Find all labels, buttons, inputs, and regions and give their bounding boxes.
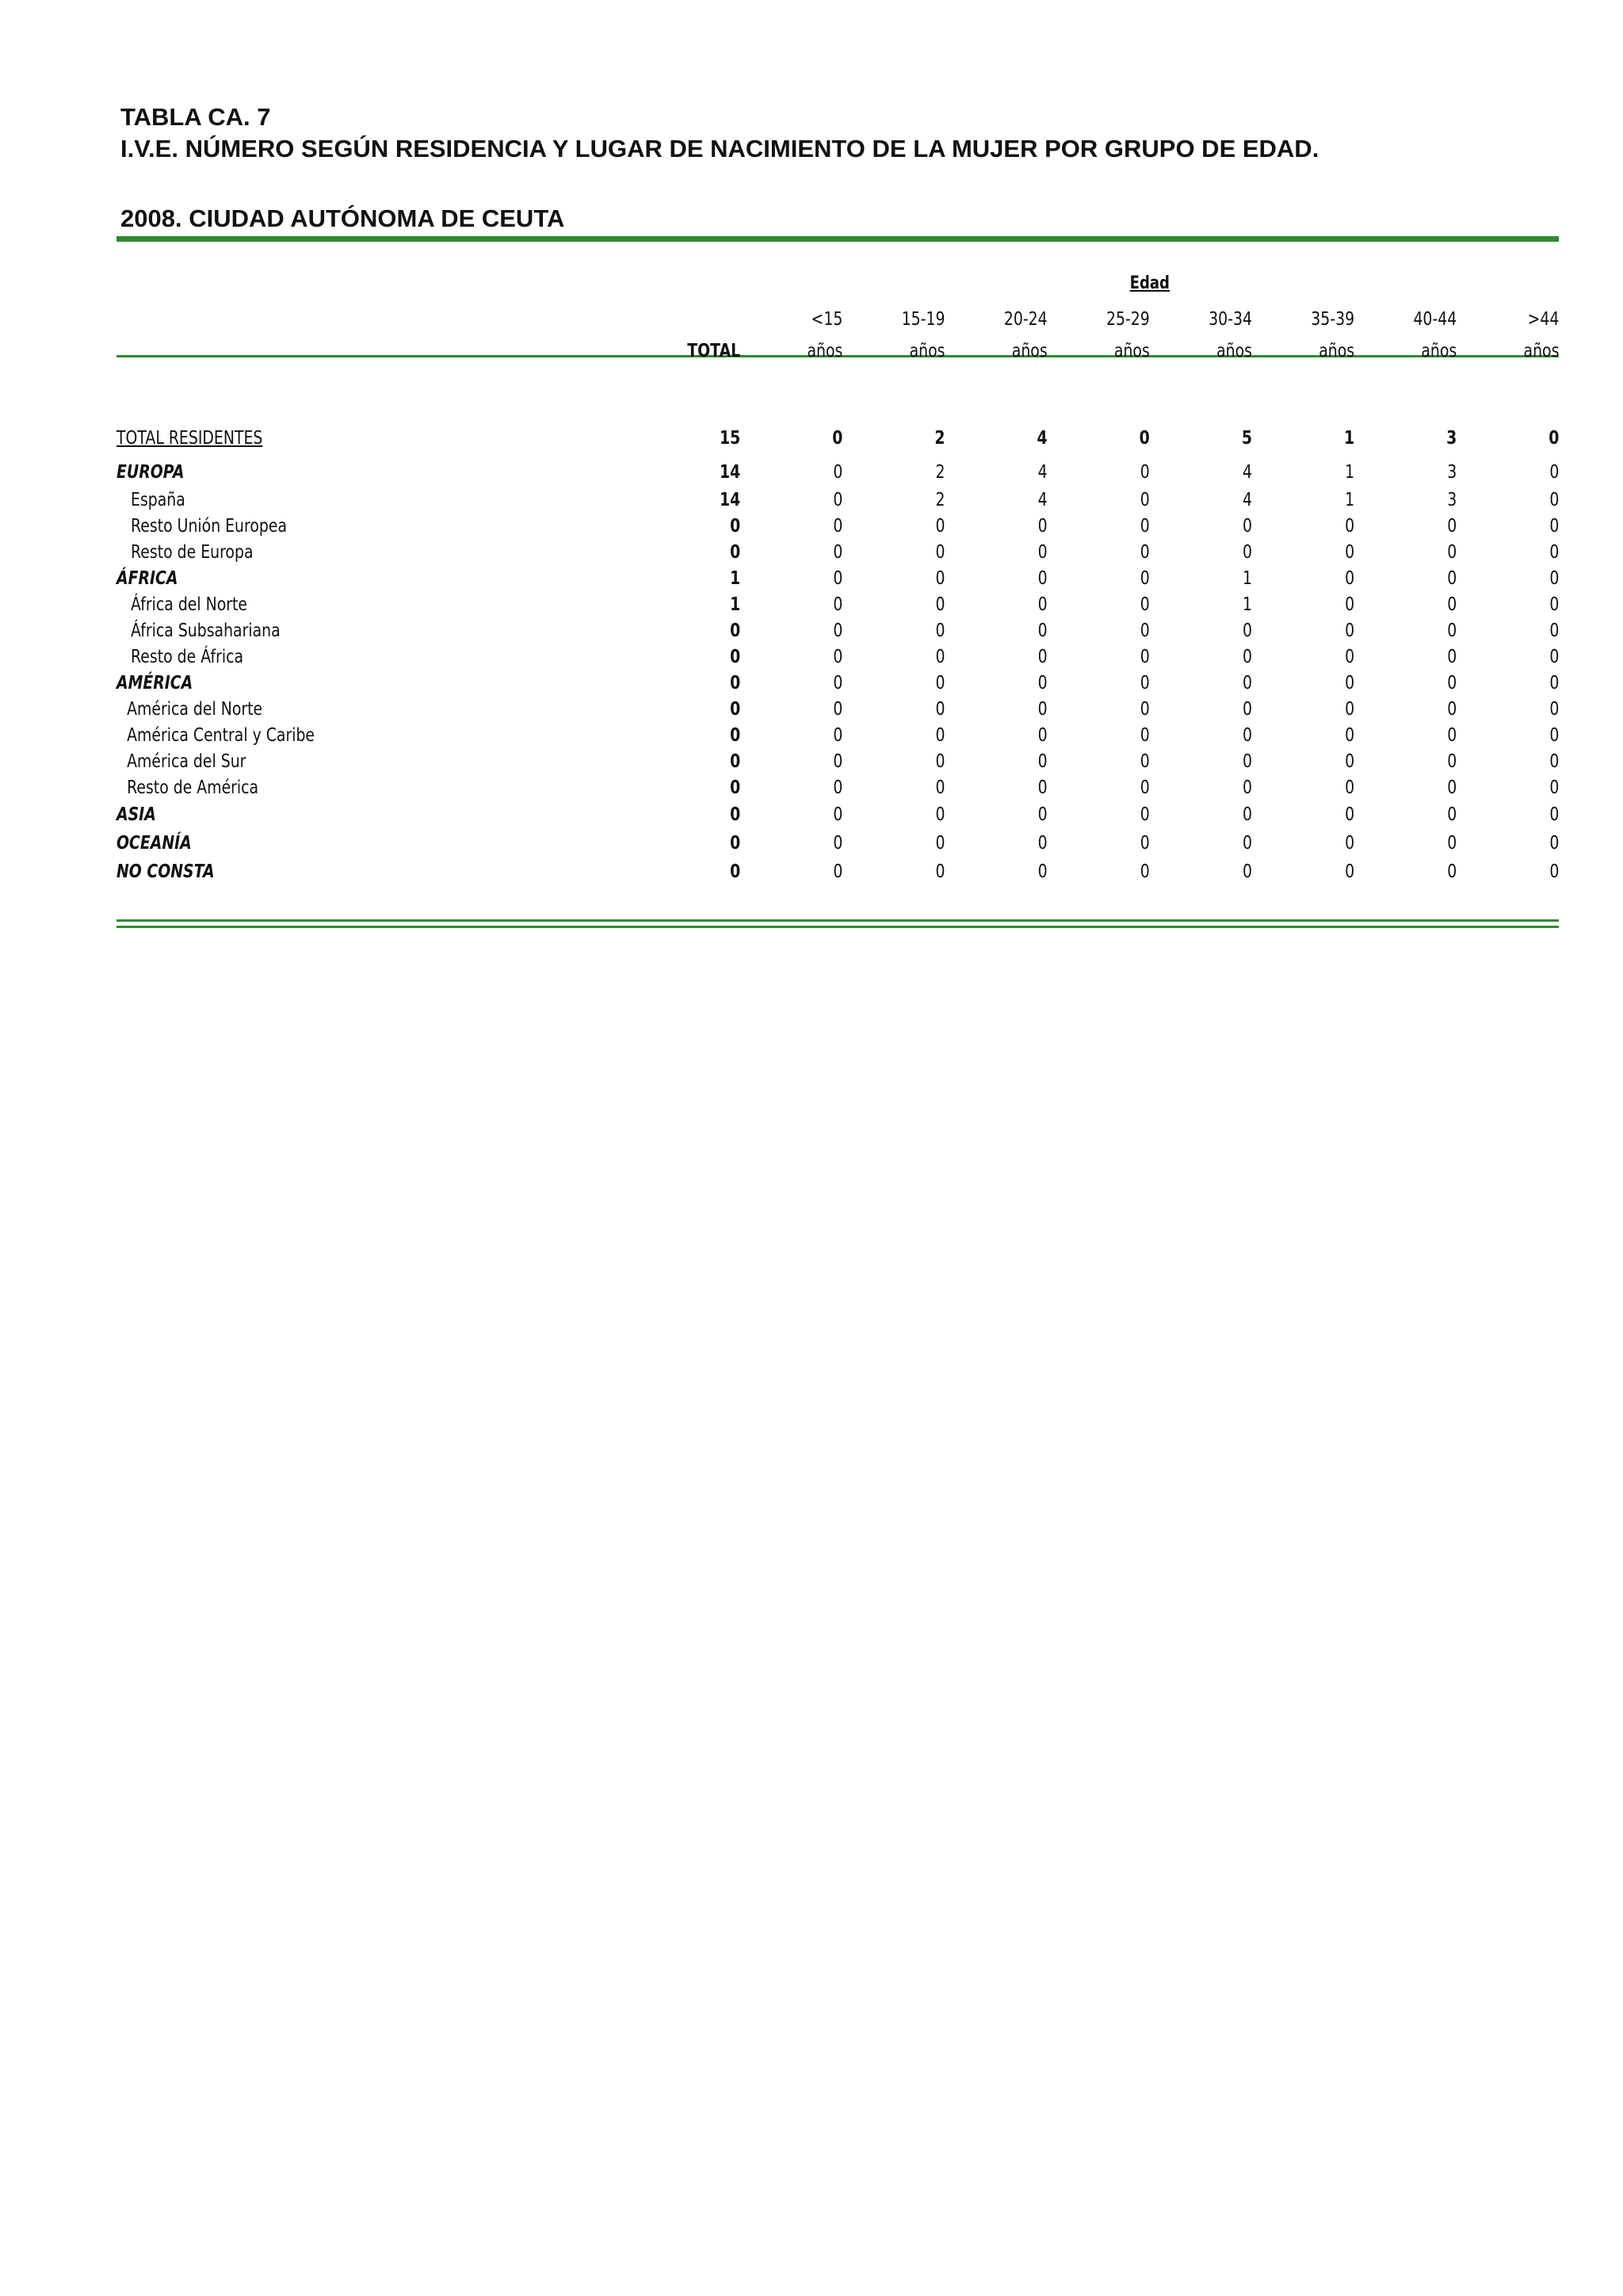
row-value: 0 [1242, 515, 1252, 537]
row-value: 0 [1549, 620, 1560, 641]
row-value: 0 [1242, 861, 1252, 882]
row-total: 0 [730, 646, 741, 667]
row-total: 1 [730, 594, 741, 615]
age-group-header: <15 [811, 309, 843, 330]
row-value: 0 [833, 620, 843, 641]
row-value: 0 [1447, 541, 1457, 563]
row-value: 0 [935, 861, 945, 882]
row-value: 0 [833, 804, 843, 825]
row-value: 0 [1345, 698, 1355, 720]
row-value: 0 [1037, 861, 1048, 882]
row-total: 0 [730, 515, 741, 537]
row-value: 0 [1447, 804, 1457, 825]
row-value: 0 [1140, 541, 1150, 563]
row-value: 0 [833, 462, 843, 483]
row-value: 0 [1549, 462, 1560, 483]
age-group-header: 15-19 [901, 309, 945, 330]
row-value: 0 [1549, 428, 1560, 449]
row-value: 0 [833, 515, 843, 537]
row-value: 0 [1140, 724, 1150, 746]
age-unit-label: años [1523, 341, 1560, 361]
age-unit-label: años [1319, 341, 1355, 361]
row-value: 0 [1140, 594, 1150, 615]
row-value: 0 [935, 646, 945, 667]
row-label: España [131, 489, 185, 510]
row-value: 0 [1037, 698, 1048, 720]
row-value: 0 [1037, 804, 1048, 825]
row-value: 0 [1037, 751, 1048, 772]
row-value: 0 [1549, 698, 1560, 720]
age-unit-label: años [1216, 341, 1252, 361]
row-value: 4 [1037, 428, 1048, 449]
row-value: 0 [1345, 567, 1355, 589]
row-label: NO CONSTA [116, 861, 215, 882]
row-value: 0 [1242, 672, 1252, 693]
row-label: ASIA [116, 804, 156, 825]
row-value: 0 [1345, 751, 1355, 772]
age-group-header: 30-34 [1209, 309, 1252, 330]
age-group-header: 40-44 [1413, 309, 1457, 330]
row-label: Resto de Europa [131, 541, 254, 563]
row-value: 3 [1447, 489, 1457, 510]
row-value: 0 [1549, 833, 1560, 854]
row-value: 0 [1140, 620, 1150, 641]
row-value: 0 [1140, 833, 1150, 854]
row-label: AMÉRICA [116, 672, 193, 693]
row-value: 0 [1549, 672, 1560, 693]
total-column-header: TOTAL [687, 341, 741, 361]
bottom-rule-2 [116, 926, 1559, 928]
row-value: 0 [833, 751, 843, 772]
row-label: África del Norte [131, 594, 248, 615]
row-value: 0 [833, 646, 843, 667]
row-value: 0 [833, 672, 843, 693]
row-value: 0 [1037, 646, 1048, 667]
age-unit-label: años [909, 341, 945, 361]
row-label: Resto de África [131, 646, 244, 667]
table-row [116, 539, 1559, 565]
row-value: 0 [935, 515, 945, 537]
row-label: TOTAL RESIDENTES [116, 428, 263, 449]
row-value: 4 [1242, 462, 1252, 483]
row-value: 1 [1345, 462, 1355, 483]
row-value: 0 [1037, 777, 1048, 798]
row-total: 0 [730, 724, 741, 746]
row-value: 0 [1549, 515, 1560, 537]
row-value: 0 [833, 698, 843, 720]
row-value: 0 [1345, 777, 1355, 798]
row-value: 0 [1140, 751, 1150, 772]
row-value: 2 [935, 462, 945, 483]
row-total: 0 [730, 777, 741, 798]
table-row [116, 670, 1559, 696]
row-value: 0 [1037, 724, 1048, 746]
row-value: 0 [1447, 567, 1457, 589]
table-row [116, 418, 1559, 458]
table-row [116, 829, 1559, 858]
row-total: 14 [719, 462, 741, 483]
table-row [116, 722, 1559, 748]
row-total: 0 [730, 541, 741, 563]
row-value: 0 [1549, 489, 1560, 510]
row-value: 0 [833, 567, 843, 589]
row-total: 0 [730, 672, 741, 693]
table-row [116, 858, 1559, 886]
row-value: 5 [1241, 428, 1252, 449]
row-total: 0 [730, 861, 741, 882]
row-total: 15 [719, 428, 741, 449]
group-header-row [116, 262, 1559, 293]
row-value: 1 [1242, 567, 1252, 589]
row-value: 0 [1345, 620, 1355, 641]
row-value: 0 [1345, 672, 1355, 693]
data-table [116, 262, 1559, 886]
row-value: 0 [1345, 541, 1355, 563]
row-value: 0 [1549, 567, 1560, 589]
row-value: 0 [1140, 698, 1150, 720]
row-value: 0 [1549, 804, 1560, 825]
row-value: 0 [1037, 515, 1048, 537]
row-value: 0 [1242, 804, 1252, 825]
row-value: 0 [1447, 594, 1457, 615]
row-value: 0 [1140, 567, 1150, 589]
row-value: 4 [1037, 462, 1048, 483]
row-value: 0 [935, 777, 945, 798]
row-value: 0 [1140, 515, 1150, 537]
table-row [116, 513, 1559, 539]
row-value: 0 [1242, 620, 1252, 641]
row-value: 0 [1447, 672, 1457, 693]
row-value: 0 [1549, 751, 1560, 772]
row-value: 0 [1447, 698, 1457, 720]
age-unit-label: años [1113, 341, 1150, 361]
table-row [116, 458, 1559, 487]
row-value: 0 [1242, 541, 1252, 563]
row-label: América del Sur [127, 751, 246, 772]
row-value: 0 [1037, 672, 1048, 693]
row-value: 0 [833, 777, 843, 798]
table-title: I.V.E. NÚMERO SEGÚN RESIDENCIA Y LUGAR DE NACIMIENTO DE LA MUJER POR GRUPO DE EDAD. [120, 135, 1319, 162]
row-value: 0 [833, 489, 843, 510]
row-value: 1 [1345, 489, 1355, 510]
table-row [116, 591, 1559, 617]
row-label: América Central y Caribe [127, 724, 315, 746]
row-value: 0 [1139, 428, 1150, 449]
row-value: 0 [935, 567, 945, 589]
row-value: 0 [1037, 567, 1048, 589]
row-value: 0 [1549, 777, 1560, 798]
row-value: 4 [1242, 489, 1252, 510]
row-value: 0 [833, 541, 843, 563]
row-label: ÁFRICA [116, 567, 178, 589]
row-value: 0 [935, 833, 945, 854]
row-value: 0 [1140, 462, 1150, 483]
row-label: EUROPA [116, 462, 185, 483]
table-row [116, 800, 1559, 829]
row-value: 0 [1447, 751, 1457, 772]
row-value: 0 [1037, 833, 1048, 854]
age-unit-label: años [1011, 341, 1048, 361]
table-row [116, 617, 1559, 644]
row-label: Resto Unión Europea [131, 515, 288, 537]
row-value: 0 [832, 428, 843, 449]
row-value: 0 [1037, 620, 1048, 641]
row-value: 0 [1345, 594, 1355, 615]
row-value: 0 [1447, 777, 1457, 798]
age-group-header: >44 [1527, 309, 1560, 330]
row-value: 4 [1037, 489, 1048, 510]
table-row [116, 774, 1559, 800]
row-value: 0 [935, 541, 945, 563]
row-value: 0 [1447, 620, 1457, 641]
row-value: 0 [1345, 804, 1355, 825]
row-value: 0 [1549, 541, 1560, 563]
table-row [116, 487, 1559, 513]
row-value: 0 [935, 620, 945, 641]
row-value: 0 [1140, 861, 1150, 882]
row-total: 14 [719, 489, 741, 510]
row-value: 0 [833, 833, 843, 854]
age-unit-label: años [807, 341, 843, 361]
row-value: 2 [934, 428, 945, 449]
row-value: 0 [1037, 541, 1048, 563]
bottom-rule-1 [116, 919, 1559, 922]
row-label: África Subsahariana [131, 620, 281, 641]
row-value: 0 [833, 861, 843, 882]
row-value: 0 [1447, 646, 1457, 667]
row-value: 2 [935, 489, 945, 510]
row-value: 0 [1549, 594, 1560, 615]
row-value: 0 [1345, 724, 1355, 746]
age-range-row [116, 293, 1559, 330]
row-value: 0 [935, 672, 945, 693]
row-value: 0 [1447, 861, 1457, 882]
row-value: 0 [1242, 751, 1252, 772]
row-value: 1 [1343, 428, 1355, 449]
row-label: Resto de América [127, 777, 259, 798]
row-value: 0 [1242, 833, 1252, 854]
age-group-header: 20-24 [1003, 309, 1048, 330]
row-label: América del Norte [127, 698, 263, 720]
row-value: 0 [1242, 698, 1252, 720]
top-rule [116, 236, 1559, 242]
row-value: 0 [1140, 489, 1150, 510]
age-group-header: 25-29 [1106, 309, 1150, 330]
row-value: 1 [1242, 594, 1252, 615]
age-group-header: 35-39 [1311, 309, 1355, 330]
row-value: 0 [1345, 833, 1355, 854]
row-value: 0 [935, 804, 945, 825]
row-value: 0 [935, 751, 945, 772]
row-value: 0 [1140, 672, 1150, 693]
row-value: 0 [1345, 861, 1355, 882]
age-unit-row [116, 330, 1559, 361]
row-value: 0 [935, 594, 945, 615]
row-value: 0 [1140, 804, 1150, 825]
row-value: 0 [1549, 646, 1560, 667]
row-value: 0 [935, 724, 945, 746]
table-row [116, 748, 1559, 774]
age-unit-label: años [1421, 341, 1457, 361]
row-value: 3 [1446, 428, 1457, 449]
row-value: 0 [833, 724, 843, 746]
row-total: 0 [730, 751, 741, 772]
row-value: 0 [1140, 646, 1150, 667]
row-value: 0 [1447, 833, 1457, 854]
table-row [116, 644, 1559, 670]
row-value: 0 [1242, 777, 1252, 798]
row-total: 1 [730, 567, 741, 589]
row-value: 0 [1242, 646, 1252, 667]
row-total: 0 [730, 620, 741, 641]
row-total: 0 [730, 833, 741, 854]
edad-header: Edad [1129, 273, 1170, 293]
table-id: TABLA CA. 7 [120, 103, 271, 131]
row-total: 0 [730, 804, 741, 825]
table-subtitle: 2008. CIUDAD AUTÓNOMA DE CEUTA [120, 204, 565, 232]
row-label: OCEANÍA [116, 833, 192, 854]
row-value: 3 [1447, 462, 1457, 483]
row-value: 0 [1140, 777, 1150, 798]
row-value: 0 [1037, 594, 1048, 615]
row-value: 0 [1447, 515, 1457, 537]
table-row [116, 696, 1559, 722]
title-block [120, 101, 1319, 165]
row-value: 0 [1549, 861, 1560, 882]
row-value: 0 [1447, 724, 1457, 746]
row-value: 0 [935, 698, 945, 720]
row-value: 0 [1549, 724, 1560, 746]
row-value: 0 [1242, 724, 1252, 746]
row-value: 0 [833, 594, 843, 615]
row-value: 0 [1345, 515, 1355, 537]
row-total: 0 [730, 698, 741, 720]
table-row [116, 565, 1559, 591]
row-value: 0 [1345, 646, 1355, 667]
